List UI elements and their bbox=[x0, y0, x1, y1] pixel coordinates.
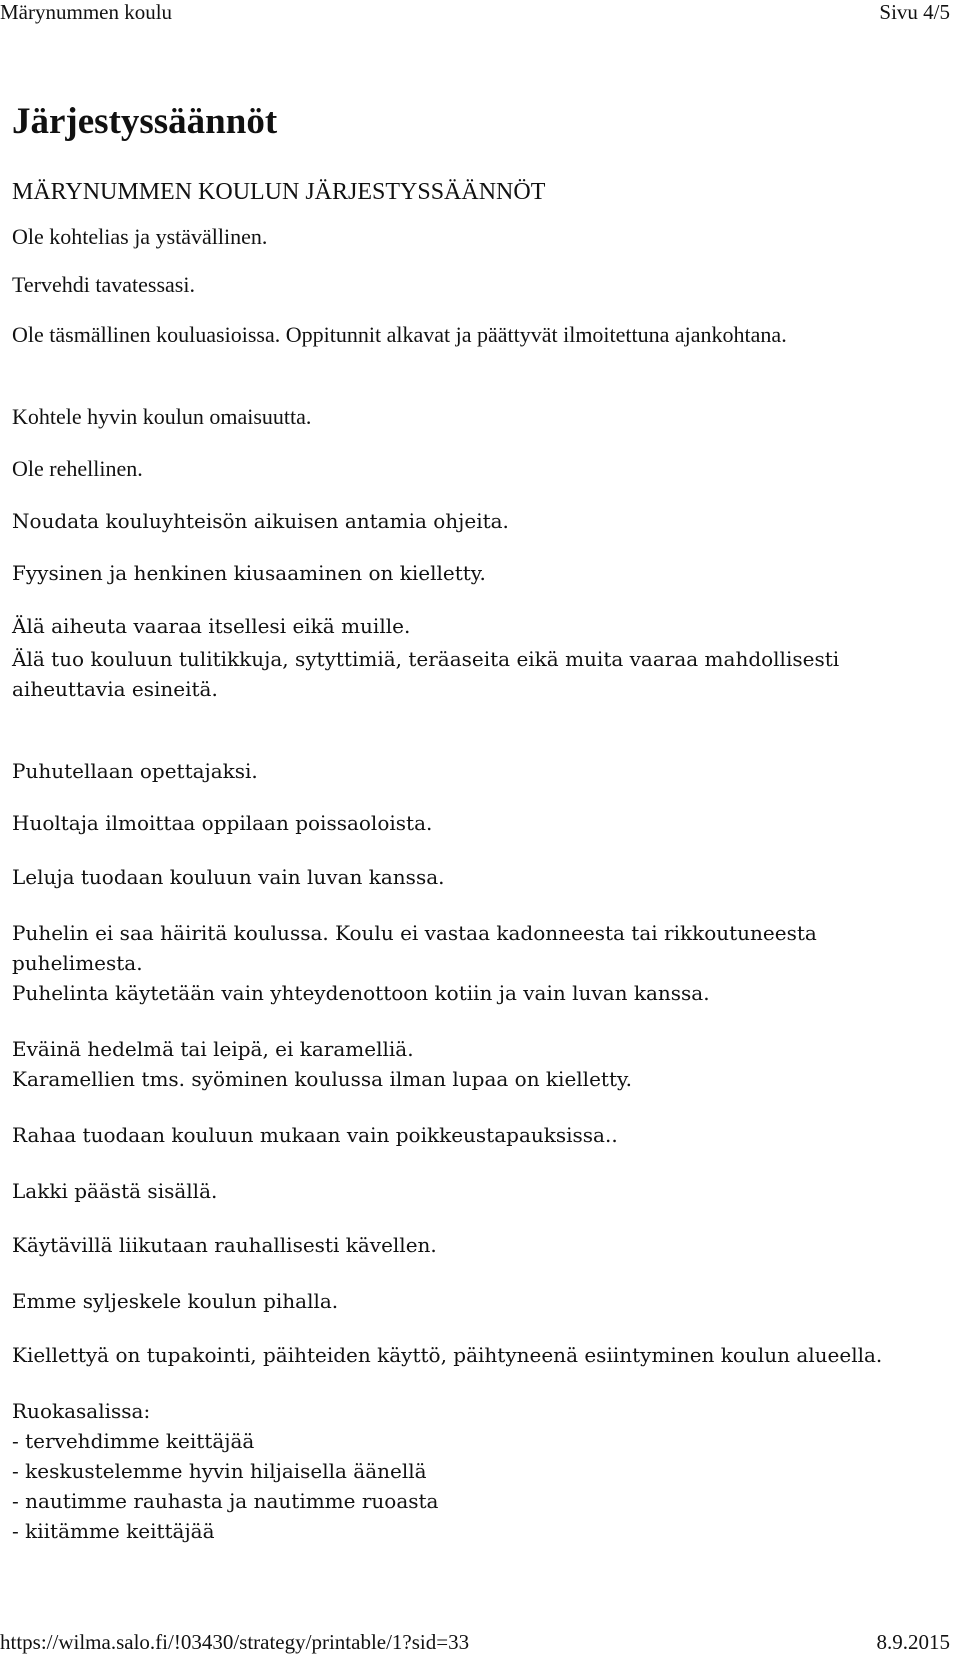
rule-item: Älä aiheuta vaaraa itsellesi eikä muille. bbox=[12, 614, 411, 638]
header-school-name: Märynummen koulu bbox=[0, 0, 173, 24]
rule-item: Fyysinen ja henkinen kiusaaminen on kielletty. bbox=[12, 561, 486, 585]
rule-item: Ole täsmällinen kouluasioissa. Oppitunnit alkavat ja päättyvät ilmoitettuna ajankohtana. bbox=[12, 322, 787, 347]
dining-item: - keskustelemme hyvin hiljaisella äänellä bbox=[12, 1459, 427, 1483]
rule-item: Tervehdi tavatessasi. bbox=[12, 272, 195, 297]
rule-item: Puhelinta käytetään vain yhteydenottoon kotiin ja vain luvan kanssa. bbox=[12, 981, 710, 1005]
dining-heading: Ruokasalissa: bbox=[12, 1399, 151, 1423]
rule-item: Noudata kouluyhteisön aikuisen antamia ohjeita. bbox=[12, 509, 509, 533]
dining-item: - tervehdimme keittäjää bbox=[12, 1429, 255, 1453]
rule-item: Leluja tuodaan kouluun vain luvan kanssa. bbox=[12, 865, 445, 889]
rule-item: Ole rehellinen. bbox=[12, 456, 143, 481]
dining-item: - nautimme rauhasta ja nautimme ruoasta bbox=[12, 1489, 439, 1513]
footer-url: https://wilma.salo.fi/!03430/strategy/printable/1?sid=33 bbox=[0, 1630, 470, 1654]
rule-item: Karamellien tms. syöminen koulussa ilman lupaa on kielletty. bbox=[12, 1067, 632, 1091]
page-subtitle: MÄRYNUMMEN KOULUN JÄRJESTYSSÄÄNNÖT bbox=[12, 179, 546, 205]
rule-item: Kiellettyä on tupakointi, päihteiden käyttö, päihtyneenä esiintyminen koulun alueella. bbox=[12, 1343, 883, 1367]
rule-item: Käytävillä liikutaan rauhallisesti kävellen. bbox=[12, 1233, 437, 1257]
rule-item: Emme syljeskele koulun pihalla. bbox=[12, 1289, 339, 1313]
rule-item: Kohtele hyvin koulun omaisuutta. bbox=[12, 404, 312, 429]
rule-item: Puhutellaan opettajaksi. bbox=[12, 759, 258, 783]
rule-item: Lakki päästä sisällä. bbox=[12, 1179, 218, 1203]
footer-date: 8.9.2015 bbox=[876, 1630, 950, 1654]
header-page-number: Sivu 4/5 bbox=[879, 0, 950, 24]
rule-item: Rahaa tuodaan kouluun mukaan vain poikkeustapauksissa.. bbox=[12, 1123, 618, 1147]
page-title: Järjestyssäännöt bbox=[12, 101, 278, 142]
rule-item: Huoltaja ilmoittaa oppilaan poissaoloista. bbox=[12, 811, 433, 835]
rule-item: Ole kohtelias ja ystävällinen. bbox=[12, 224, 268, 249]
rule-item: Eväinä hedelmä tai leipä, ei karamelliä. bbox=[12, 1037, 414, 1061]
rule-item: Älä tuo kouluun tulitikkuja, sytyttimiä, teräaseita eikä muita vaaraa mahdollisesti aiheuttavia esineitä. bbox=[12, 647, 840, 701]
page-footer bbox=[0, 1630, 960, 1654]
dining-item: - kiitämme keittäjää bbox=[12, 1519, 215, 1543]
rule-item: Puhelin ei saa häiritä koulussa. Koulu ei vastaa kadonneesta tai rikkoutuneesta puhelimesta. bbox=[12, 921, 817, 975]
page-header bbox=[0, 0, 960, 24]
